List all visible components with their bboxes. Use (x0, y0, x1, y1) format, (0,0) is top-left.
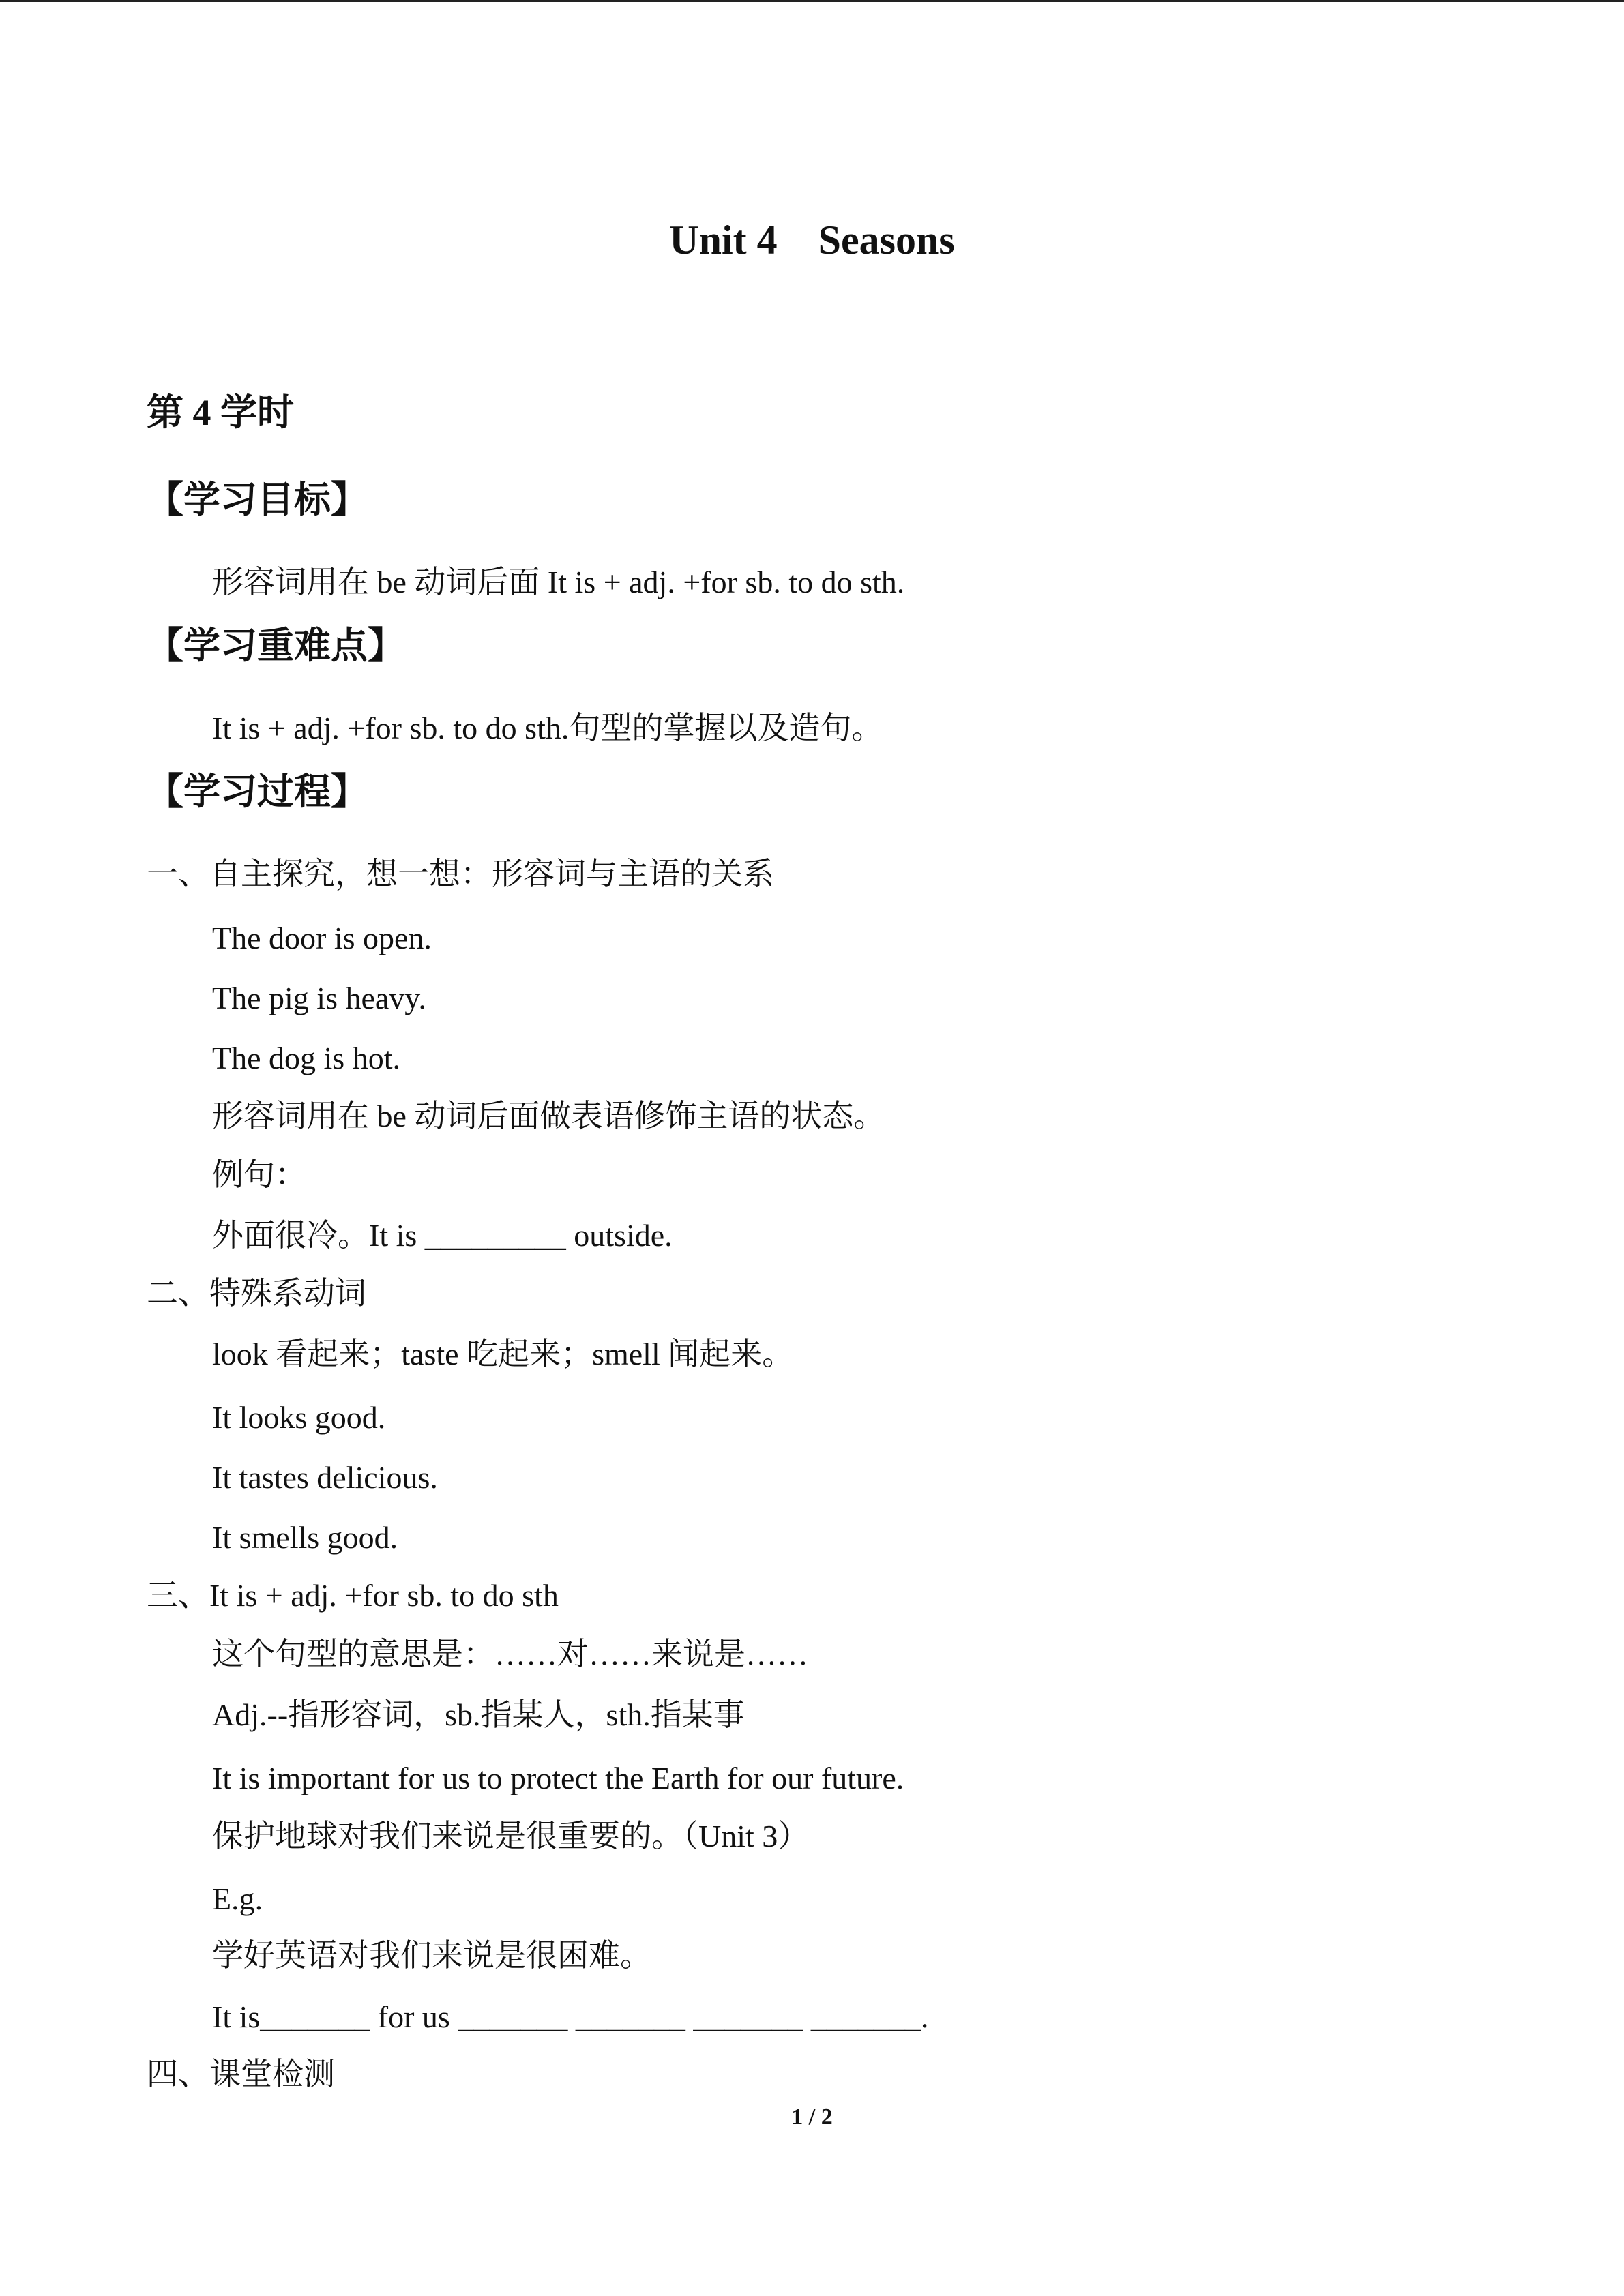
part4-heading: 四、课堂检测 (147, 2057, 335, 2091)
part1-line: The door is open. (212, 921, 432, 955)
goals-heading: 【学习目标】 (147, 479, 368, 520)
lesson-label: 第 4 学时 (147, 392, 294, 433)
part2-line: look 看起来；taste 吃起来；smell 闻起来。 (212, 1337, 794, 1371)
part2-line: It looks good. (212, 1400, 386, 1435)
part3-heading: 三、It is + adj. +for sb. to do sth (147, 1578, 559, 1613)
part3-line: 学好英语对我们来说是很困难。 (212, 1938, 651, 1973)
part3-line: 这个句型的意思是：……对……来说是…… (212, 1637, 808, 1671)
part2-line: It smells good. (212, 1520, 398, 1555)
part1-line: The dog is hot. (212, 1041, 400, 1075)
document-title: Unit 4 Seasons (669, 218, 955, 263)
page-number: 1 / 2 (791, 2104, 833, 2130)
part1-line: 例句： (212, 1157, 306, 1192)
part1-line: The pig is heavy. (212, 981, 426, 1015)
part2-heading: 二、特殊系动词 (147, 1276, 366, 1311)
part1-line: 形容词用在 be 动词后面做表语修饰主语的状态。 (212, 1099, 885, 1133)
part3-line: It is important for us to protect the Earth for our future. (212, 1761, 904, 1795)
part1-line: 外面很冷。It is _________ outside. (212, 1218, 673, 1253)
part3-line: 保护地球对我们来说是很重要的。（Unit 3） (212, 1819, 810, 1853)
part1-heading: 一、自主探究，想一想：形容词与主语的关系 (147, 856, 774, 891)
process-heading: 【学习过程】 (147, 771, 368, 812)
key-points-heading: 【学习重难点】 (147, 625, 404, 666)
part3-line: It is_______ for us _______ _______ _______ _______. (212, 1999, 929, 2034)
top-border (0, 0, 1624, 2)
goals-text: 形容词用在 be 动词后面 It is + adj. +for sb. to do sth. (212, 565, 905, 599)
key-points-text: It is + adj. +for sb. to do sth.句型的掌握以及造句。 (212, 711, 883, 745)
part3-line: E.g. (212, 1881, 263, 1916)
part3-line: Adj.--指形容词，sb.指某人，sth.指某事 (212, 1697, 745, 1732)
part2-line: It tastes delicious. (212, 1460, 438, 1495)
